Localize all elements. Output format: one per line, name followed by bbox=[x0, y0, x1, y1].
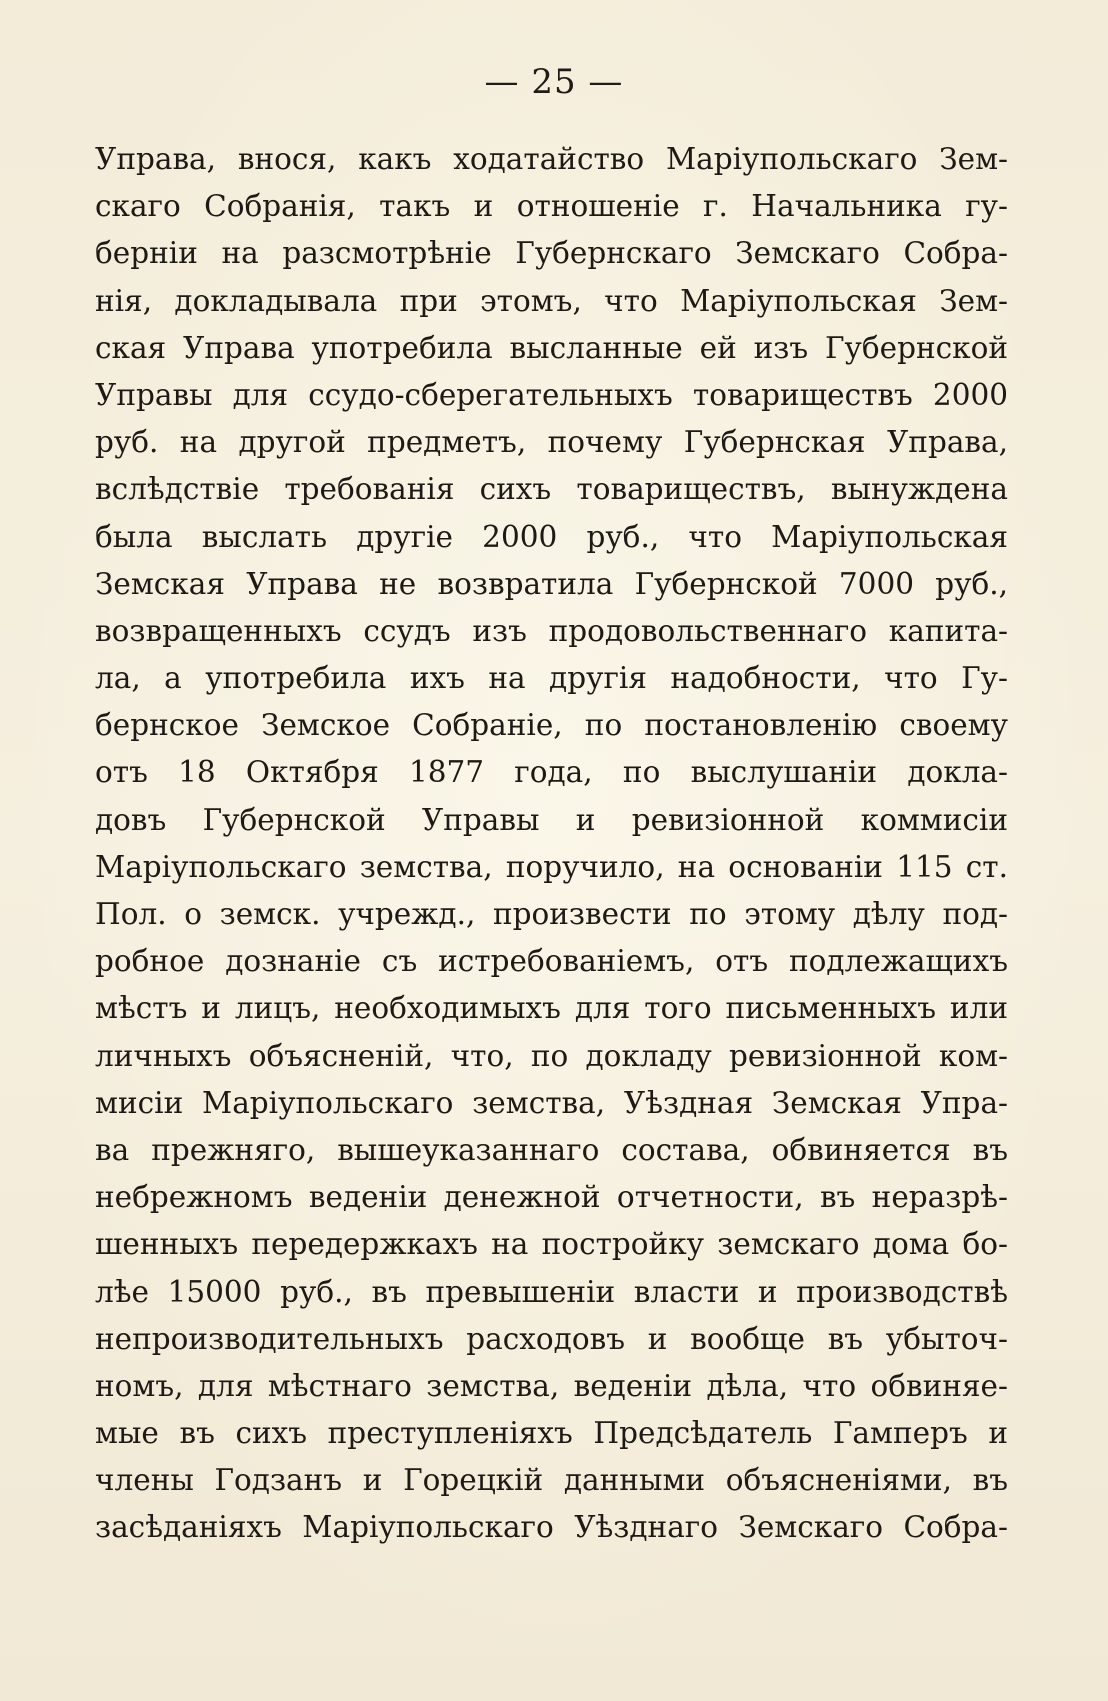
text-line: руб. на другой предметъ, почему Губернская Управа, bbox=[95, 425, 1008, 460]
text-line: робное дознаніе съ истребованіемъ, отъ подлежащихъ bbox=[95, 944, 1008, 979]
body-text bbox=[95, 136, 1008, 1552]
text-line: мисіи Маріупольскаго земства, Уѣздная Земская Упра- bbox=[95, 1085, 1008, 1120]
text-line: вслѣдствіе требованія сихъ товариществъ, вынуждена bbox=[95, 472, 1008, 507]
text-line: мѣстъ и лицъ, необходимыхъ для того письменныхъ или bbox=[95, 991, 1008, 1026]
page-number: — 25 — bbox=[484, 62, 624, 102]
text-line: непроизводительныхъ расходовъ и вообще въ убыточ- bbox=[95, 1321, 1008, 1356]
text-line: личныхъ объясненій, что, по докладу ревизіонной ком- bbox=[95, 1038, 1008, 1073]
text-line: ская Управа употребила высланные ей изъ Губернской bbox=[95, 330, 1008, 365]
text-line: шенныхъ передержкахъ на постройку земскаго дома бо- bbox=[95, 1227, 1008, 1262]
text-line: Маріупольскаго земства, поручило, на основаніи 115 ст. bbox=[95, 849, 1008, 884]
text-line: Управа, внося, какъ ходатайство Маріупольскаго Зем- bbox=[95, 142, 1008, 176]
text-line: ва прежняго, вышеуказаннаго состава, обвиняется въ bbox=[95, 1132, 1008, 1167]
text-line: члены Годзанъ и Горецкій данными объясненіями, въ bbox=[95, 1463, 1008, 1498]
text-line: скаго Собранія, такъ и отношеніе г. Начальника гу- bbox=[95, 189, 1008, 224]
text-line: берніи на разсмотрѣніе Губернскаго Земскаго Собра- bbox=[95, 236, 1008, 271]
text-line: Пол. о земск. учрежд., произвести по этому дѣлу под- bbox=[95, 897, 1008, 931]
text-line: номъ, для мѣстнаго земства, веденіи дѣла, что обвиняе- bbox=[95, 1368, 1008, 1403]
text-line: мые въ сихъ преступленіяхъ Предсѣдатель Гамперъ и bbox=[95, 1416, 1008, 1451]
text-line: Управы для ссудо-сберегательныхъ товариществъ 2000 bbox=[95, 377, 1008, 412]
text-line: бернское Земское Собраніе, по постановленію своему bbox=[95, 708, 1008, 743]
text-line: ла, а употребила ихъ на другія надобности, что Гу- bbox=[95, 661, 1008, 696]
text-line: Земская Управа не возвратила Губернской 7000 руб., bbox=[95, 566, 1008, 601]
text-line: небрежномъ веденіи денежной отчетности, въ неразрѣ- bbox=[95, 1180, 1008, 1215]
text-line: нія, докладывала при этомъ, что Маріупольская Зем- bbox=[95, 283, 1008, 318]
text-line: лѣе 15000 руб., въ превышеніи власти и производствѣ bbox=[95, 1274, 1008, 1309]
text-line: была выслать другіе 2000 руб., что Маріупольская bbox=[95, 519, 1008, 554]
text-line: отъ 18 Октября 1877 года, по выслушаніи доклa- bbox=[95, 755, 1008, 790]
text-line: возвращенныхъ ссудъ изъ продовольственнаго капита- bbox=[95, 613, 1008, 648]
text-line: засѣданіяхъ Маріупольскаго Уѣзднаго Земскаго Собра- bbox=[95, 1510, 1008, 1545]
text-line: довъ Губернской Управы и ревизіонной коммисіи bbox=[95, 802, 1008, 837]
